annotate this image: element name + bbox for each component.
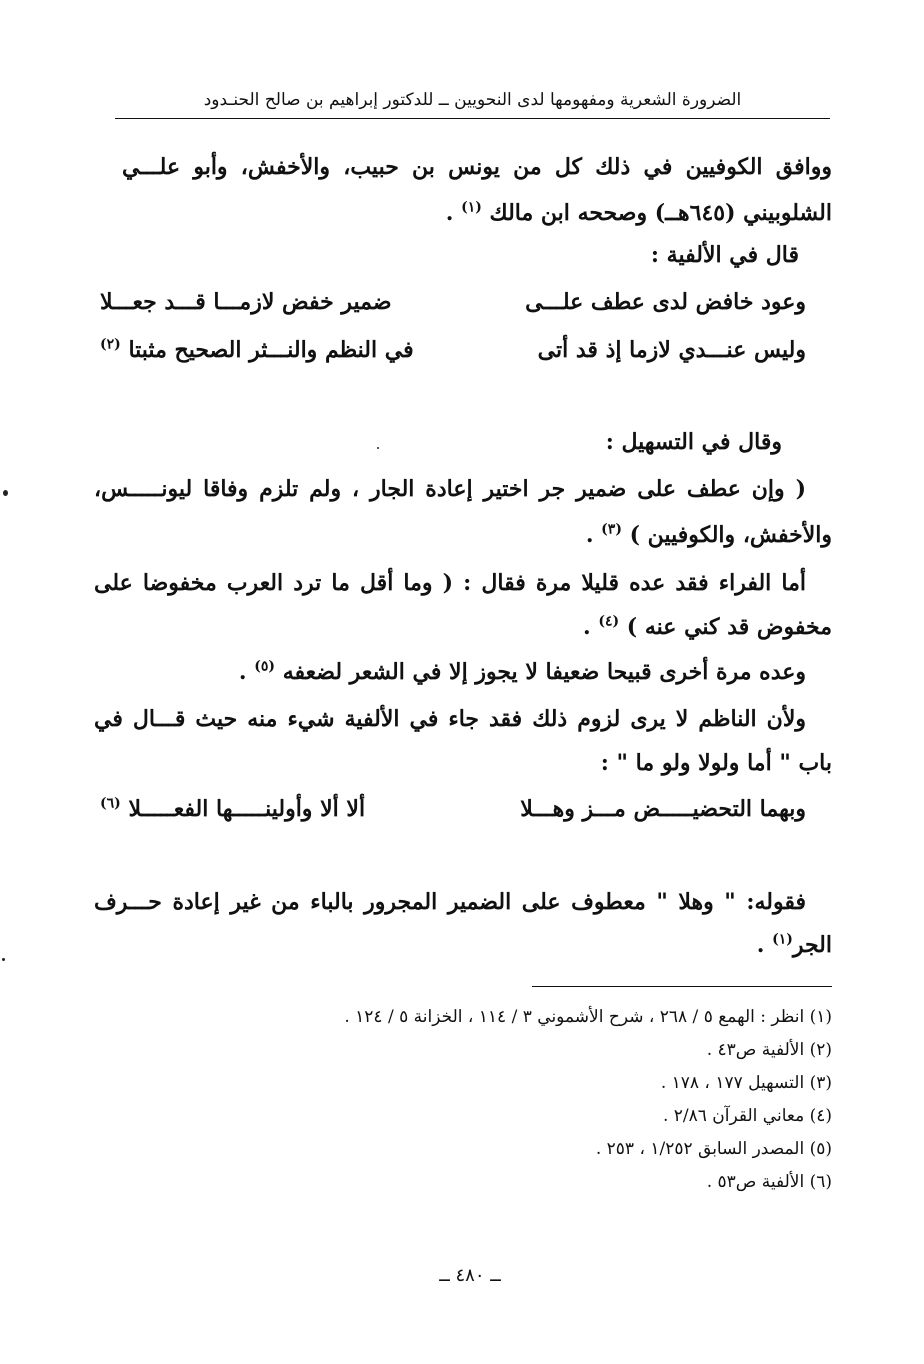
- body-line: والأخفش، والكوفيين ) $^{(٣)}$ .: [585, 521, 832, 548]
- footnote-marker[interactable]: (٦): [100, 795, 121, 812]
- body-line: ( وإن عطف على ضمير جر اختير إعادة الجار ، ولم تلزم وفاقا ليونـــــس،: [94, 476, 806, 502]
- scan-speck: [377, 447, 379, 449]
- body-line: الجر$^{(١)}$ .: [756, 931, 832, 958]
- footnote-marker[interactable]: (٢): [100, 336, 121, 353]
- header-rule: [115, 118, 830, 119]
- verse-hemistich-left: في النظم والنـــثر الصحيح مثبتا $^{(٢)}$: [100, 336, 414, 363]
- verse-hemistich-right: وليس عنـــدي لازما إذ قد أتى: [537, 337, 806, 363]
- body-line: باب " أما ولولا ولو ما " :: [600, 750, 832, 776]
- footnote-6: (٦) الألفية ص٥٣ .: [706, 1172, 832, 1192]
- verse-hemistich-right: وبهما التحضيـــــض مـــز وهـــلا: [520, 796, 806, 822]
- footnote-4: (٤) معاني القرآن ٢/٨٦ .: [662, 1106, 832, 1126]
- footnote-marker[interactable]: (٣): [601, 521, 622, 538]
- footnote-1: (١) انظر : الهمع ٥ / ٢٦٨ ، شرح الأشموني ٣ / ١١٤ ، الخزانة ٥ / ١٢٤ .: [344, 1007, 832, 1027]
- body-line: ووافق الكوفيين في ذلك كل من يونس بن حبيب، والأخفش، وأبو علـــي: [122, 154, 832, 180]
- footnote-marker[interactable]: (١): [461, 199, 482, 216]
- footnote-2: (٢) الألفية ص٤٣ .: [706, 1040, 832, 1060]
- body-line: قال في الألفية :: [650, 242, 799, 268]
- body-line: وعده مرة أخرى قبيحا ضعيفا لا يجوز إلا في الشعر لضعفه $^{(٥)}$ .: [238, 658, 806, 685]
- verse-hemistich-left: ضمير خفض لازمـــا قـــد جعـــلا: [100, 289, 392, 315]
- page-number: ــ ٤٨٠ ــ: [439, 1265, 501, 1286]
- footnote-3: (٣) التسهيل ١٧٧ ، ١٧٨ .: [660, 1073, 832, 1093]
- body-line: فقوله: " وهلا " معطوف على الضمير المجرور بالباء من غير إعادة حـــرف: [94, 889, 806, 915]
- body-line: أما الفراء فقد عده قليلا مرة فقال : ( وما أقل ما ترد العرب مخفوضا على: [94, 570, 806, 596]
- footnote-marker[interactable]: (٤): [598, 613, 620, 630]
- body-line: ولأن الناظم لا يرى لزوم ذلك فقد جاء في الألفية شيء منه حيث قـــال في: [94, 706, 806, 732]
- body-line: الشلوبيني (٦٤٥هــ) وصححه ابن مالك $^{(١)}$ .: [445, 199, 832, 226]
- footnote-5: (٥) المصدر السابق ١/٢٥٢ ، ٢٥٣ .: [595, 1139, 832, 1159]
- footnote-marker[interactable]: (١): [772, 931, 793, 948]
- scan-speck: [3, 490, 8, 496]
- footnote-marker[interactable]: (٥): [254, 658, 276, 675]
- footnote-separator: [532, 986, 832, 987]
- scan-speck: [2, 958, 5, 961]
- body-line: وقال في التسهيل :: [605, 429, 782, 455]
- verse-hemistich-right: وعود خافض لدى عطف علـــى: [525, 289, 806, 315]
- verse-hemistich-left: ألا ألا وأولينـــــها الفعـــــلا $^{(٦)}$: [100, 795, 366, 822]
- running-header: الضرورة الشعرية ومفهومها لدى النحويين ــ للدكتور إبراهيم بن صالح الحنـدود: [203, 90, 742, 110]
- body-line: مخفوض قد كني عنه ) $^{(٤)}$ .: [583, 613, 832, 640]
